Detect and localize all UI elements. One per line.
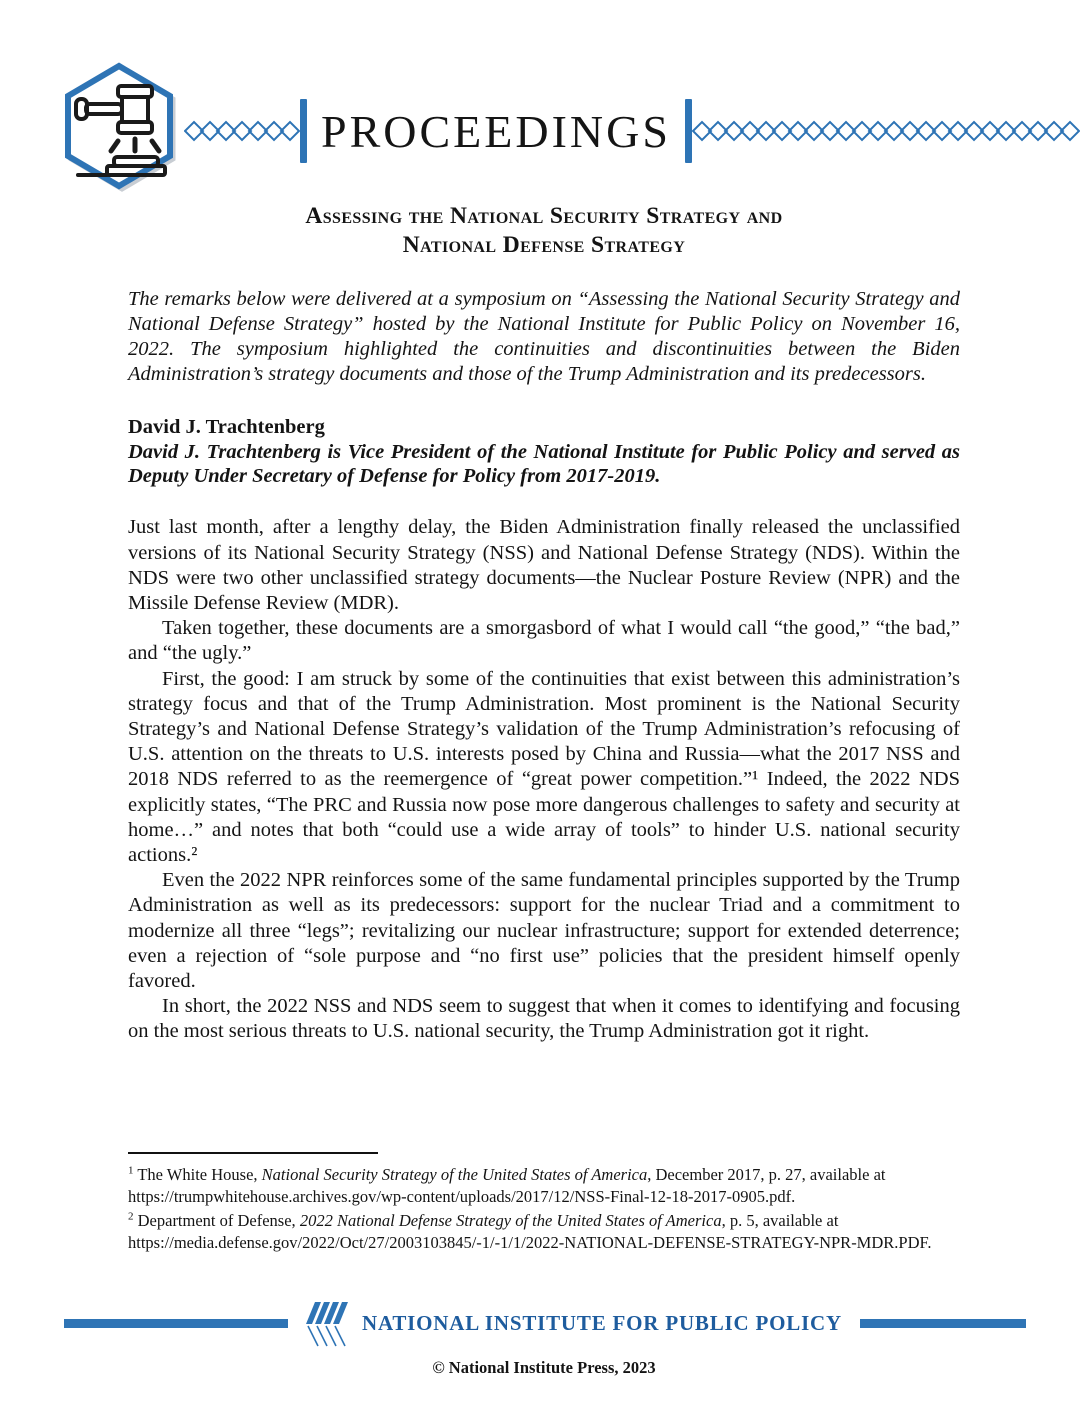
publication-title: PROCEEDINGS (321, 105, 671, 157)
body-paragraph: Even the 2022 NPR reinforces some of the same fundamental principles supported by the Trump Administration as well as its predecessors: support for the nuclear Triad and a commitment to modernize all three “legs”; revitalizing our nuclear infrastructure; support for extended deterrence; even a rejection of “sole purpose and “no first use” policies that the president himself openly favored. (128, 869, 960, 992)
footer-rule-right (860, 1319, 1026, 1328)
nipp-logo-icon (302, 1298, 350, 1348)
page-footer (0, 1296, 1088, 1378)
title-bar-left (300, 99, 307, 163)
article-content (128, 202, 960, 1045)
header-banner (0, 62, 1088, 200)
footer-rule-left (64, 1319, 288, 1328)
article-title-line2: National Defense Strategy (402, 232, 686, 258)
hexagon-badge (56, 61, 184, 202)
article-title-line1: Assessing the National Security Strategy and (305, 203, 783, 229)
diamond-chain-right-icon (692, 119, 1080, 143)
copyright-line: © National Institute Press, 2023 (432, 1358, 656, 1377)
body-paragraph: In short, the 2022 NSS and NDS seem to suggest that when it comes to identifying and focusing on the most serious threats to U.S. national security, the Trump Administration got it right. (128, 995, 960, 1043)
article-title (128, 202, 960, 260)
author-name: David J. Trachtenberg (128, 415, 325, 438)
footnote-url: https://media.defense.gov/2022/Oct/27/2003103845/-1/-1/1/2022-NATIONAL-DEFENSE-STRATEGY-NPR-MDR.PDF. (128, 1232, 932, 1252)
editorial-note: The remarks below were delivered at a symposium on “Assessing the National Security Strategy and National Defense Strategy” hosted by the National Institute for Public Policy on November 16, 2022. The symposium highlighted the continuities and discontinuities between the Biden Administration’s strategy documents and those of the Trump Administration and its predecessors. (128, 288, 960, 385)
body-paragraph: First, the good: I am struck by some of the continuities that exist between this administration’s strategy focus and that of the Trump Administration. Most prominent is the National Security Strategy’s and National Defense Strategy’s validation of the Trump Administration’s refocusing of U.S. attention on the threats to U.S. interests posed by China and Russia—what the 2017 NSS and 2018 NDS referred to as the reemergence of “great power competition.”¹ Indeed, the 2022 NDS explicitly states, “The PRC and Russia now pose more dangerous challenges to safety and security at home…” and notes that both “could use a wide array of tools” to hinder U.S. national security actions.² (128, 667, 960, 866)
title-bar-right (685, 99, 692, 163)
footnote-url: https://trumpwhitehouse.archives.gov/wp-content/uploads/2017/12/NSS-Final-12-18-2017-0905.pdf. (128, 1186, 796, 1206)
footer-row (0, 1296, 1088, 1350)
footnotes-section (128, 1152, 973, 1256)
footnote: $^1$ The White House, National Security Strategy of the United States of America, December 2017, p. 27, available at https://trumpwhitehouse.archives.gov/wp-content/uploads/2017/12/NSS-Final-12-18-2017-0905.pdf. (128, 1164, 886, 1206)
diamond-chain-left-icon (184, 119, 300, 143)
body-paragraph: Just last month, after a lengthy delay, the Biden Administration finally released the unclassified versions of its National Security Strategy (NSS) and National Defense Strategy (NDS). Within the NDS were two other unclassified strategy documents—the Nuclear Posture Review (NPR) and the Missile Defense Review (MDR). (128, 516, 960, 614)
article-body (128, 515, 960, 1044)
footnotes-list (128, 1164, 973, 1253)
footnote-separator (128, 1152, 378, 1154)
footer-org-name: NATIONAL INSTITUTE FOR PUBLIC POLICY (362, 1310, 842, 1335)
author-bio: David J. Trachtenberg is Vice President of the National Institute for Public Policy and served as Deputy Under Secretary of Defense for Policy from 2017-2019. (128, 440, 960, 488)
footnote: $^2$ Department of Defense, 2022 National Defense Strategy of the United States of America, p. 5, available at https://media.defense.gov/2022/Oct/27/2003103845/-1/-1/1/2022-NATIONAL-DEFENSE-STRATEGY-NPR-MDR.PDF. (128, 1210, 932, 1252)
body-paragraph: Taken together, these documents are a smorgasbord of what I would call “the good,” “the bad,” and “the ugly.” (128, 617, 960, 665)
gavel-icon (56, 61, 184, 197)
